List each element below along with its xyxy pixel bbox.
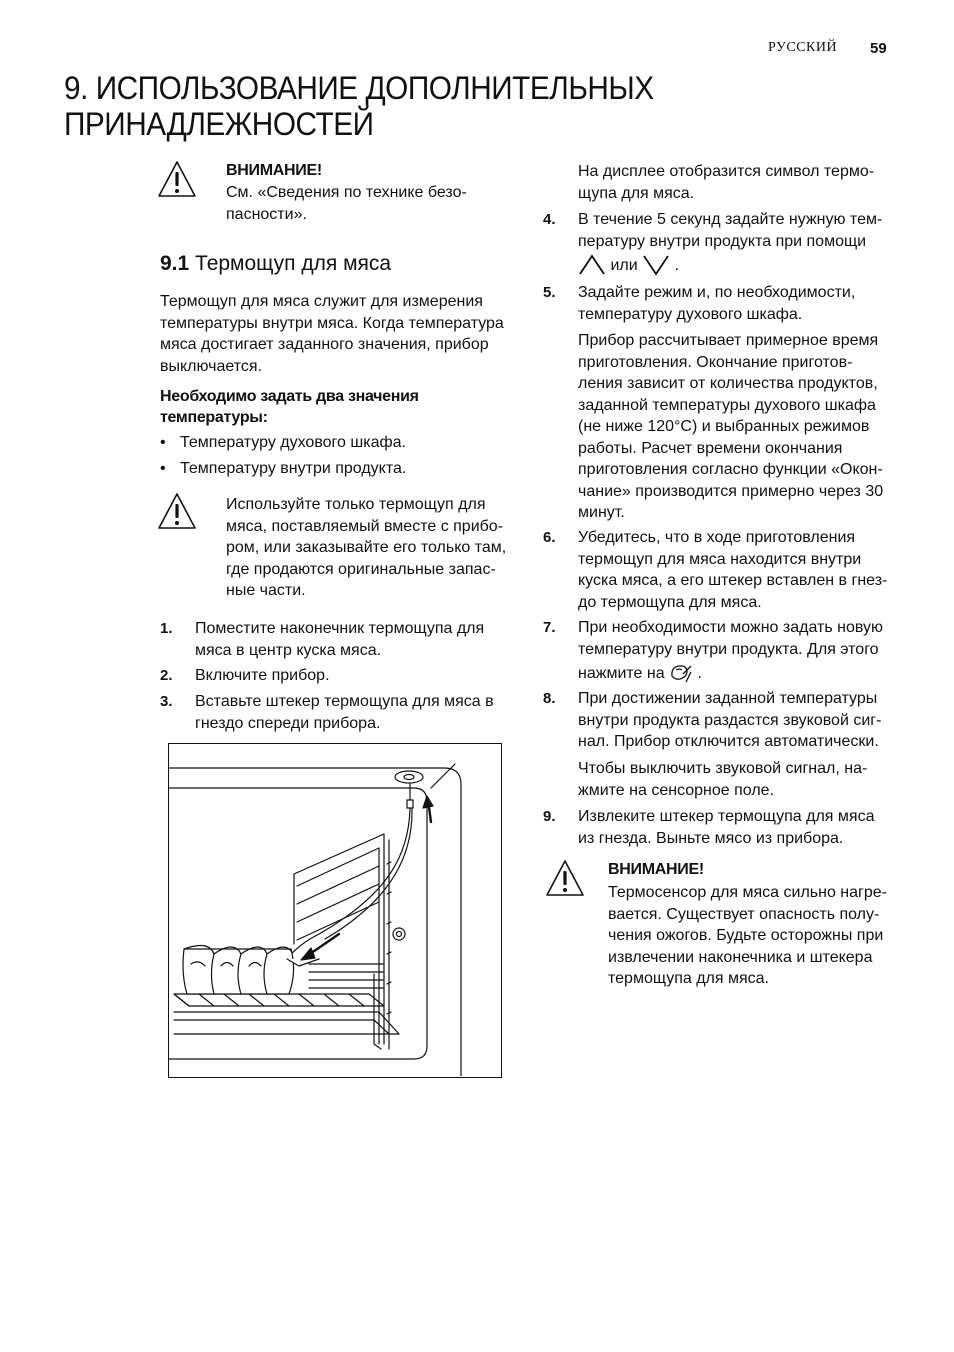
step8-paragraph [578,758,867,801]
warning-text [608,882,887,990]
bullet-text: Температуру внутри продукта. [180,460,407,477]
note-line: ные части. [226,582,306,599]
step-line: до термощупа для мяса. [578,593,762,611]
oven-meat-probe-illustration [168,743,502,1078]
step-number: 3. [160,693,173,710]
step-line: внутри продукта раздастся звуковой сиг- [578,711,882,729]
chapter-title-line1: ИСПОЛЬЗОВАНИЕ ДОПОЛНИТЕЛЬНЫХ [95,70,654,106]
chapter-title-line2: ПРИНАДЛЕЖНОСТЕЙ [64,106,374,142]
step-number: 6. [543,529,556,546]
step-line: Убедитесь, что в ходе приготовления [578,529,856,546]
para-line: минут. [578,504,625,521]
intro-line: выключается. [160,357,263,375]
step-line: Включите прибор. [195,667,330,684]
step-line: пературу внутри продукта при помощи [578,232,867,250]
para-line: заданной температуры духового шкафа [578,396,876,414]
warning-text-line: термощупа для мяса. [608,970,769,987]
step-line: температуру духового шкафа. [578,305,803,323]
para-line: ления зависит от количества продуктов, [578,375,878,392]
section-title [160,251,391,277]
note-line: мяса, поставляемый вместе с прибо- [226,517,504,535]
step-line: температуру внутри продукта. Для этого [578,640,879,658]
chapter-number: 9. [64,70,88,106]
step-number: 8. [543,690,556,707]
chapter-title [64,70,715,142]
required-line: температуры: [160,409,268,426]
step5-paragraph [578,330,883,524]
para-line: (не ниже 120°C) и выбранных режимов [578,418,870,435]
step-line: В течение 5 секунд задайте нужную тем- [578,211,883,228]
page-number: 59 [870,40,887,57]
step-number: 4. [543,211,556,228]
intro-line: мяса достигает заданного значения, прибор [160,336,489,353]
step-text [578,209,882,277]
step-number: 2. [160,667,173,684]
para-line: Чтобы выключить звуковой сигнал, на- [578,760,868,777]
warning-text-line: извлечении наконечника и штекера [608,948,873,966]
step-line: При достижении заданной температуры [578,690,878,707]
step-number: 5. [543,284,556,301]
note-line: Используйте только термощуп для [226,496,486,513]
step-line: из гнезда. Выньте мясо из прибора. [578,829,844,847]
press-text: нажмите на [578,665,665,682]
warning-triangle-icon [157,492,197,530]
step-line: Задайте режим и, по необходимости, [578,284,856,301]
step-line: нал. Прибор отключится автоматически. [578,733,879,750]
bullet-dot: • [160,460,166,477]
oven-illustration-svg [169,744,500,1076]
warning-text-line: Термосенсор для мяса сильно нагре- [608,884,887,901]
chevron-up-icon [578,254,606,276]
intro-line: Термощуп для мяса служит для измерения [160,293,483,310]
warning-triangle-icon [545,859,585,897]
intro-line: температуры внутри мяса. Когда температура [160,314,504,332]
meat-probe-icon [669,662,693,684]
step-line: Поместите наконечник термощупа для [195,620,485,637]
bullet-dot: • [160,434,166,451]
step-line: Извлеките штекер термощупа для мяса [578,808,875,825]
step-number: 1. [160,620,173,637]
section-title-text: Термощуп для мяса [195,252,392,275]
step-text [195,691,494,734]
period-text: . [697,665,702,682]
step-text [578,282,855,325]
or-text: или [610,257,638,274]
intro-paragraph [160,291,504,377]
warning-text-line: чения ожогов. Будьте осторожны при [608,927,884,944]
step-text [578,527,887,613]
warning-text-line: пасности». [226,205,307,223]
step-line: термощуп для мяса находится внутри [578,550,862,568]
continuation-line: На дисплее отобразится символ термо- [578,163,875,180]
step-line: мяса в центр куска мяса. [195,641,382,659]
step-line [578,662,883,685]
para-line: чание» производится примерно через 30 [578,482,884,500]
warning-triangle-icon [157,160,197,198]
step-number: 9. [543,808,556,825]
warning-text [226,182,467,225]
section-number: 9.1 [160,252,190,275]
step-text [195,665,330,687]
note-text [226,494,506,602]
para-line: Прибор рассчитывает примерное время [578,332,879,349]
note-line: где продаются оригинальные запас- [226,560,496,578]
step-line: Вставьте штекер термощупа для мяса в [195,693,494,710]
step-line: При необходимости можно задать новую [578,619,884,636]
warning-text-line: См. «Сведения по технике безо- [226,184,467,201]
para-line: приготовления согласно функции «Окон- [578,461,883,478]
required-line: Необходимо задать два значения [160,388,419,405]
header-language: РУССКИЙ [768,40,838,55]
step-line: гнездо спереди прибора. [195,714,381,732]
bullet-text: Температуру духового шкафа. [180,434,406,451]
warning-title: ВНИМАНИЕ! [608,861,704,878]
period-text: . [674,257,680,274]
step-line [578,254,882,277]
step-line: куска мяса, а его штекер вставлен в гнез- [578,572,888,589]
step-text [578,806,874,849]
required-values-heading [160,386,419,428]
warning-title: ВНИМАНИЕ! [226,162,322,179]
para-line: жмите на сенсорное поле. [578,781,774,799]
note-line: ром, или заказывайте его только там, [226,539,507,556]
warning-text-line: вается. Существует опасность полу- [608,905,880,923]
step-text [578,688,881,753]
chevron-down-icon [642,254,670,276]
para-line: работы. Расчет времени окончания [578,439,843,457]
step-text [195,618,484,661]
para-line: приготовления. Окончание приготов- [578,353,853,371]
continuation-line: щупа для мяса. [578,184,695,202]
step-text [578,617,883,685]
step-number: 7. [543,619,556,636]
continuation-text [578,161,874,204]
